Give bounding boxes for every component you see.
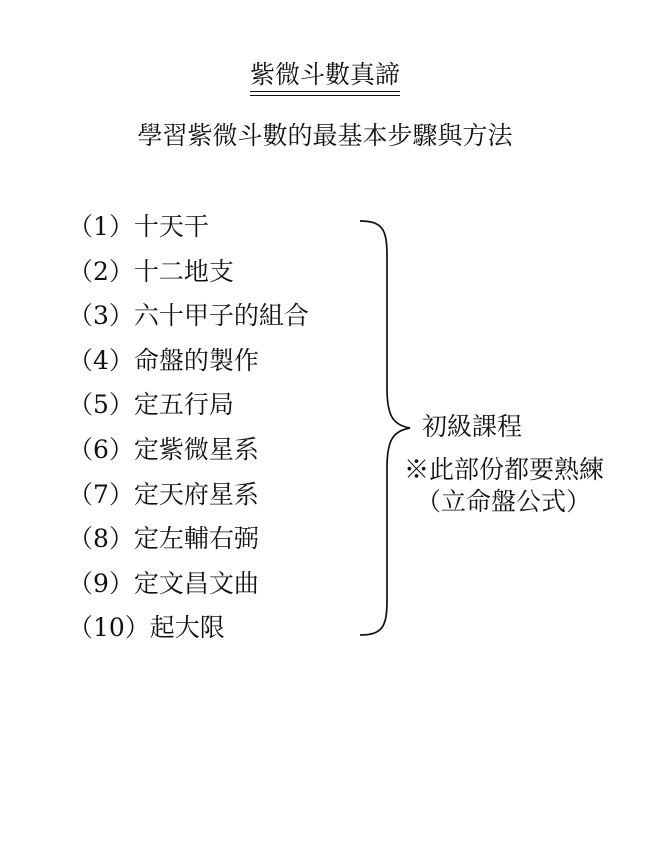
must-master-note: ※此部份都要熟練 bbox=[404, 455, 605, 484]
page-title bbox=[0, 60, 650, 92]
step-item-1: （1）十天干 bbox=[68, 212, 209, 241]
steps-list bbox=[68, 207, 309, 653]
step-item-4: （4）命盤的製作 bbox=[68, 345, 259, 375]
step-item-8: （8）定左輔右弼 bbox=[68, 524, 259, 554]
step-item-5: （5）定五行局 bbox=[68, 390, 234, 420]
formula-note: （立命盤公式） bbox=[416, 487, 592, 516]
right-curly-brace bbox=[355, 218, 425, 638]
course-label: 初級課程 bbox=[422, 412, 523, 441]
step-item-7: （7）定天府星系 bbox=[68, 479, 259, 509]
step-item-2: （2）十二地支 bbox=[68, 256, 234, 286]
step-item-6: （6）定紫微星系 bbox=[68, 434, 259, 464]
page-subtitle: 學習紫微斗數的最基本步驟與方法 bbox=[137, 121, 513, 150]
step-item-9: （9）定文昌文曲 bbox=[68, 568, 259, 598]
step-item-10: （10）起大限 bbox=[68, 613, 225, 643]
title-text: 紫微斗數真諦 bbox=[250, 60, 400, 92]
step-item-3: （3）六十甲子的組合 bbox=[68, 301, 309, 331]
